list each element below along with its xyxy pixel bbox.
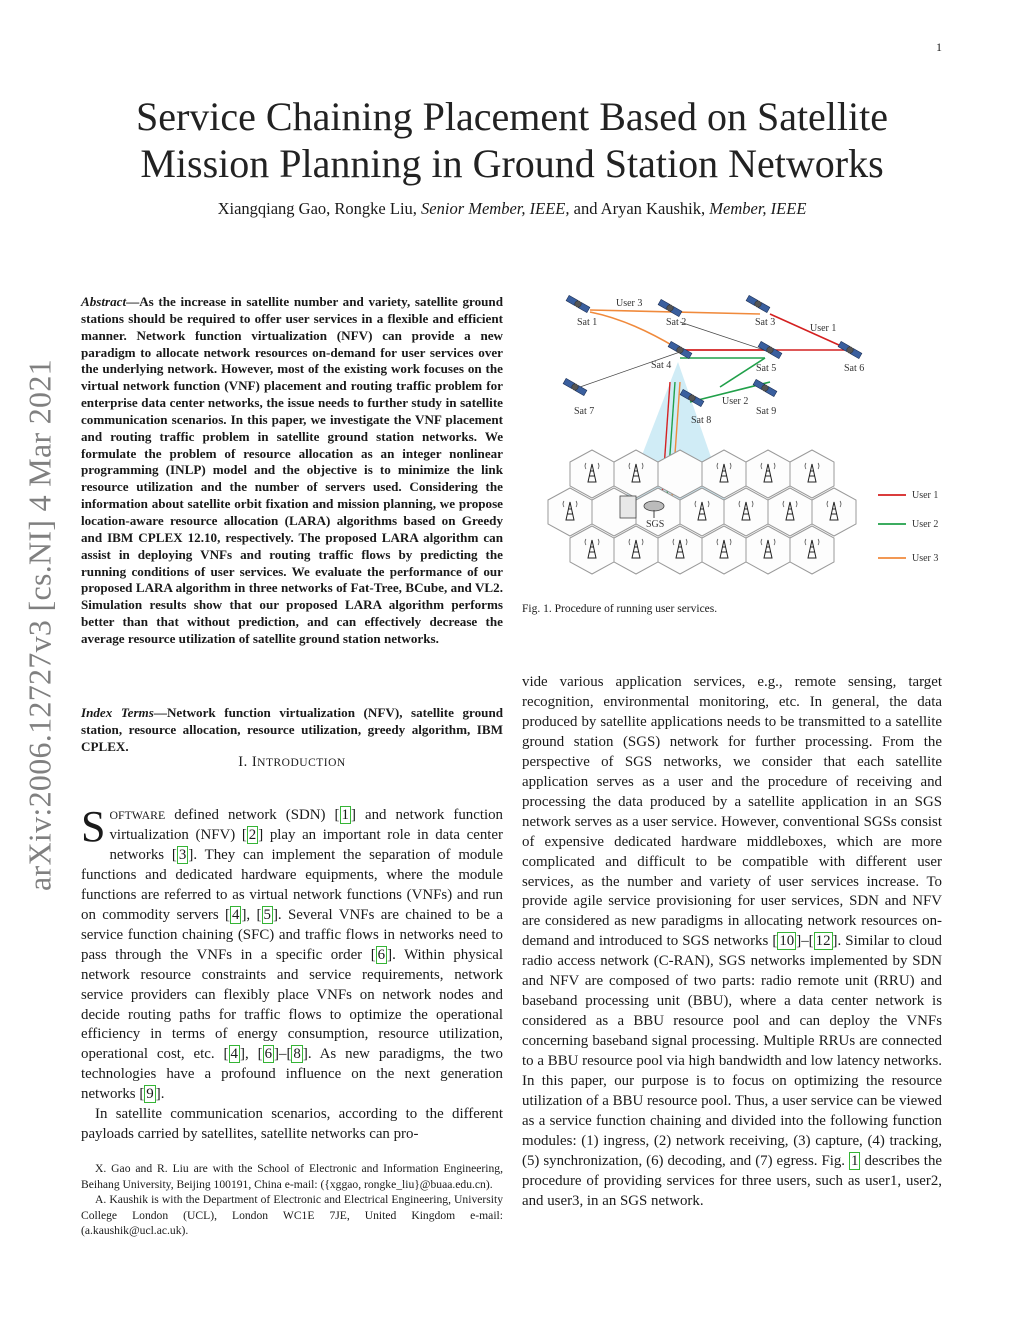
author-and: and Aryan Kaushik,: [573, 199, 706, 218]
citation-link[interactable]: 12: [815, 933, 831, 950]
intro-text: –: [278, 1046, 287, 1063]
intro-text: play an important role in data center networks: [109, 826, 503, 863]
citation-link[interactable]: 3: [178, 846, 187, 863]
body-text: describes the procedure of providing services for three users, such as user1, user2, and user3, in an SGS network.: [522, 1152, 943, 1209]
footnote-2: A. Kaushik is with the Department of Electronic and Electrical Engineering, University College London (UCL), London WC1E 7JE, United Kingdom e-mail: (a.kaushik@ucl.ac.uk).: [81, 1193, 503, 1237]
body-text: vide various application services, e.g., remote sensing, target recognition, environmental monitoring, etc. In general, the data produced by satellite applications needs to be transmitted to a satellite ground station (SGS) network for further processing. From the perspective of SGS networks, we consider that each satellite application serves as a user and the procedure of receiving and processing the data produced by a satellite application in an SGS network serves as a user service. However, conventional SGSs consist of expensive dedicated hardware middleboxes, which are more complicated and difficult to be compatible with different user services, as the number and variety of user services increase. To provide agile service provisioning for user services, SDN and NFV are considered as new paradigms in allocating network resources on-demand and introduced to SGS networks: [522, 674, 942, 950]
citation-link[interactable]: 1: [341, 807, 349, 823]
body-text: –: [801, 933, 809, 950]
paper-title: [0, 93, 1024, 187]
satellite-icon: [566, 295, 590, 312]
sat-label: Sat 1: [577, 317, 598, 328]
sat-label: Sat 7: [574, 406, 595, 417]
sat-label: Sat 3: [755, 317, 776, 328]
server-icon: [620, 496, 636, 518]
citation-link[interactable]: 6: [377, 946, 386, 963]
intro-text: . As new paradigms, the two technologies have a profound influence on the next generation networks: [81, 1046, 503, 1103]
footnote-1: X. Gao and R. Liu are with the School of Electronic and Information Engineering, Beihang University, Beijing 100191, China e-mail: ({xggao, rongke_liu}@buaa.edu.cn).: [81, 1162, 503, 1191]
legend: [878, 490, 938, 564]
satellite-icon: [658, 299, 682, 316]
introduction-body: [81, 802, 503, 1145]
index-terms-lead: Index Terms: [81, 705, 154, 720]
title-line-2: Mission Planning in Ground Station Networks: [140, 141, 884, 186]
sat-label: Sat 2: [666, 317, 687, 328]
figure-reference-link[interactable]: 1: [851, 1152, 859, 1169]
citation-link[interactable]: 6: [264, 1046, 273, 1063]
sat-label: Sat 5: [756, 363, 777, 374]
intro-paragraph-1: SOFTWARE defined network (SDN) [ 1 ] and network function virtualization (NFV) [ 2 ] play an important role in data center networks [ 3 ]. They can implement the separation of module functions and dedicated hardware equipments, where the module functions are referred to as virtual network functions (VNFs) and run on commodity servers [ 4 ], [ 5 ]. Several VNFs are chained to be a service function chaining (SFC) and traffic flows in networks need to pass through the VNFs in a specific order [ 6 ]. Within physical network resource constraints and service requirements, network service providers can flexibly place VNFs on network nodes and decide routing paths for traffic flows to optimize the operational efficiency in terms of energy consumption, resource utilization, operational cost, etc. [ 4 ], [ 6 ]–[ 8 ]. As new paradigms, the two technologies have a profound influence on the next generation networks [ 9 ].: [81, 802, 503, 1103]
body-text: . Similar to cloud radio access network (C-RAN), SGS networks implemented by SDN and NFV are composed of two parts: radio remote unit (RRU) and baseband processing unit (BBU), where a data center network is considered as a BBU resource pool and can deploy the VNFs concerning baseband signal processing. Multiple RRUs are connected to a BBU resource pool via high bandwidth and low latency networks. In this paper, our purpose is to focus on optimizing the resource utilization of a BBU resource pool. Thus, a user service can be viewed as a service function chaining and divided into the following function modules: (1) ingress, (2) network receiving, (3) capture, (4) tracking, (5) synchronization, (6) decoding, and (7) egress. Fig.: [522, 933, 942, 1169]
citation-link[interactable]: 4: [230, 1046, 238, 1063]
intro-text: ,: [246, 906, 257, 923]
satellite-icon: [563, 378, 587, 395]
user-tag: User 1: [810, 323, 837, 334]
abstract-lead: Abstract: [81, 294, 127, 309]
citation-link[interactable]: 5: [263, 906, 271, 923]
index-terms: [81, 705, 503, 756]
citation-link[interactable]: 10: [779, 933, 795, 950]
sat-label: Sat 8: [691, 415, 712, 426]
right-column-body: vide various application services, e.g., remote sensing, target recognition, environmental monitoring, etc. In general, the data produced by satellite applications needs to be transmitted to a satellite ground station (SGS) network for further processing. From the perspective of SGS networks, we consider that each satellite application serves as a user and the procedure of receiving and processing the data produced by a satellite application in an SGS network serves as a user service. However, conventional SGSs consist of expensive dedicated hardware middleboxes, which are more complicated and difficult to be compatible with different user services, as the number and variety of user services increase. To provide agile service provisioning for user services, SDN and NFV are considered as new paradigms in allocating network resources on-demand and introduced to SGS networks [ 10 ]–[ 12 ]. Similar to cloud radio access network (C-RAN), SGS networks implemented by SDN and NFV are composed of two parts: radio remote unit (RRU) and baseband processing unit (BBU), where a data center network is considered as a BBU resource pool and can deploy the VNFs concerning baseband signal processing. Multiple RRUs are connected to a BBU resource pool via high bandwidth and low latency networks. In this paper, our purpose is to focus on optimizing the resource utilization of a BBU resource pool. Thus, a user service can be viewed as a service function chaining and divided into the following function modules: (1) ingress, (2) network receiving, (3) capture, (4) tracking, (5) synchronization, (6) decoding, and (7) egress. Fig. 1 describes the procedure of providing services for three users, such as user1, user2, and user3, in an SGS network.: [522, 674, 943, 1209]
satellite-icon: [753, 379, 777, 396]
drop-cap: S: [81, 802, 106, 851]
sat-label: Sat 4: [651, 360, 672, 371]
sat-label: Sat 6: [844, 363, 865, 374]
intro-text: and network function virtualization (NFV): [109, 807, 503, 843]
citation-link[interactable]: 4: [232, 906, 240, 923]
figure-diagram: [520, 292, 950, 592]
citation-link[interactable]: 2: [248, 826, 257, 843]
legend-label: User 2: [912, 519, 939, 530]
section-heading: [81, 754, 503, 771]
section-title: NTRODUCTION: [257, 757, 346, 769]
sat-label: Sat 9: [756, 406, 777, 417]
author-role-2: Member, IEEE: [709, 199, 807, 218]
intro-smallcaps: OFTWARE: [109, 808, 166, 822]
citation-link[interactable]: 9: [146, 1086, 154, 1103]
author-names: Xiangqiang Gao, Rongke Liu,: [217, 199, 417, 218]
section-numeral: I. I: [238, 754, 258, 770]
citation-link[interactable]: 8: [293, 1046, 301, 1063]
intro-text: . Several VNFs are chained to be a service function chaining (SFC) and traffic flows in networks need to pass through the VNFs in a specific order: [81, 906, 503, 963]
user-tag: User 3: [616, 298, 643, 309]
sgs-label: SGS: [646, 519, 665, 530]
intro-text: . They can implement the separation of module functions and dedicated hardware equipments, where the module functions are referred to as virtual network functions (VNFs) and run on commodity servers: [81, 846, 503, 923]
figure-1: [520, 292, 950, 592]
author-line: [0, 199, 1024, 219]
arxiv-stamp: [10, 342, 70, 908]
abstract: [81, 294, 503, 648]
title-line-1: Service Chaining Placement Based on Satellite: [135, 94, 889, 139]
abstract-text: —As the increase in satellite number and variety, satellite ground stations should be required to offer user services in a flexible and efficient manner. Network function virtualization (NFV) can provide a new paradigm to allocate network resources on-demand for user services over the underlying network. However, most of the existing work focuses on the virtual network function (VNF) placement and routing traffic problem for enterprise data center networks, the issue needs to further study in satellite communication scenarios. In this paper, we investigate the VNF placement and routing traffic problem in satellite ground station networks. We formulate the problem of resource allocation as an integer nonlinear programming (INLP) model and the objective is to minimize the link resource utilization and the number of servers used. Considering the information about satellite orbit fixation and mission planning, we propose location-aware resource allocation (LARA) algorithms based on Greedy and IBM CPLEX 12.10, respectively. The proposed LARA algorithm can assist in deploying VNFs and routing traffic flows by predicting the running conditions of user services. We evaluate the performance of our proposed LARA algorithm in three networks of Fat-Tree, BCube, and VL2. Simulation results show that our proposed LARA algorithm performs better than that without prediction, and can effectively decrease the average resource utilization of satellite ground station networks.: [81, 294, 503, 646]
ground-cells: [548, 450, 856, 574]
intro-paragraph-2: In satellite communication scenarios, according to the different payloads carried by satellites, satellite networks can pro-: [81, 1106, 503, 1143]
satellite-icon: [746, 295, 770, 312]
index-terms-text: —Network function virtualization (NFV), satellite ground station, resource allocation, resource utilization, greedy algorithm, IBM CPLEX.: [81, 705, 504, 754]
arxiv-id: arXiv:2006.12727v3 [cs.NI] 4 Mar 2021: [21, 359, 58, 891]
page-number: 1: [936, 40, 942, 54]
legend-label: User 1: [912, 490, 939, 501]
intro-text: ,: [244, 1046, 258, 1063]
user-tag: User 2: [722, 396, 749, 407]
intro-text: . Within physical network resource constraints and service requirements, network service providers can flexibly place VNFs on network nodes and decide routing paths for traffic flows to optimize the operational efficiency in terms of energy consumption, resource utilization, operational cost, etc.: [81, 946, 503, 1063]
intro-text: defined network (SDN): [165, 807, 335, 823]
author-role-1: Senior Member, IEEE,: [421, 199, 570, 218]
intro-text: .: [160, 1086, 165, 1103]
dish-antenna-icon: [644, 501, 664, 511]
figure-caption: Fig. 1. Procedure of running user services.: [522, 603, 718, 615]
legend-label: User 3: [912, 553, 939, 564]
footnotes: [81, 1161, 503, 1239]
